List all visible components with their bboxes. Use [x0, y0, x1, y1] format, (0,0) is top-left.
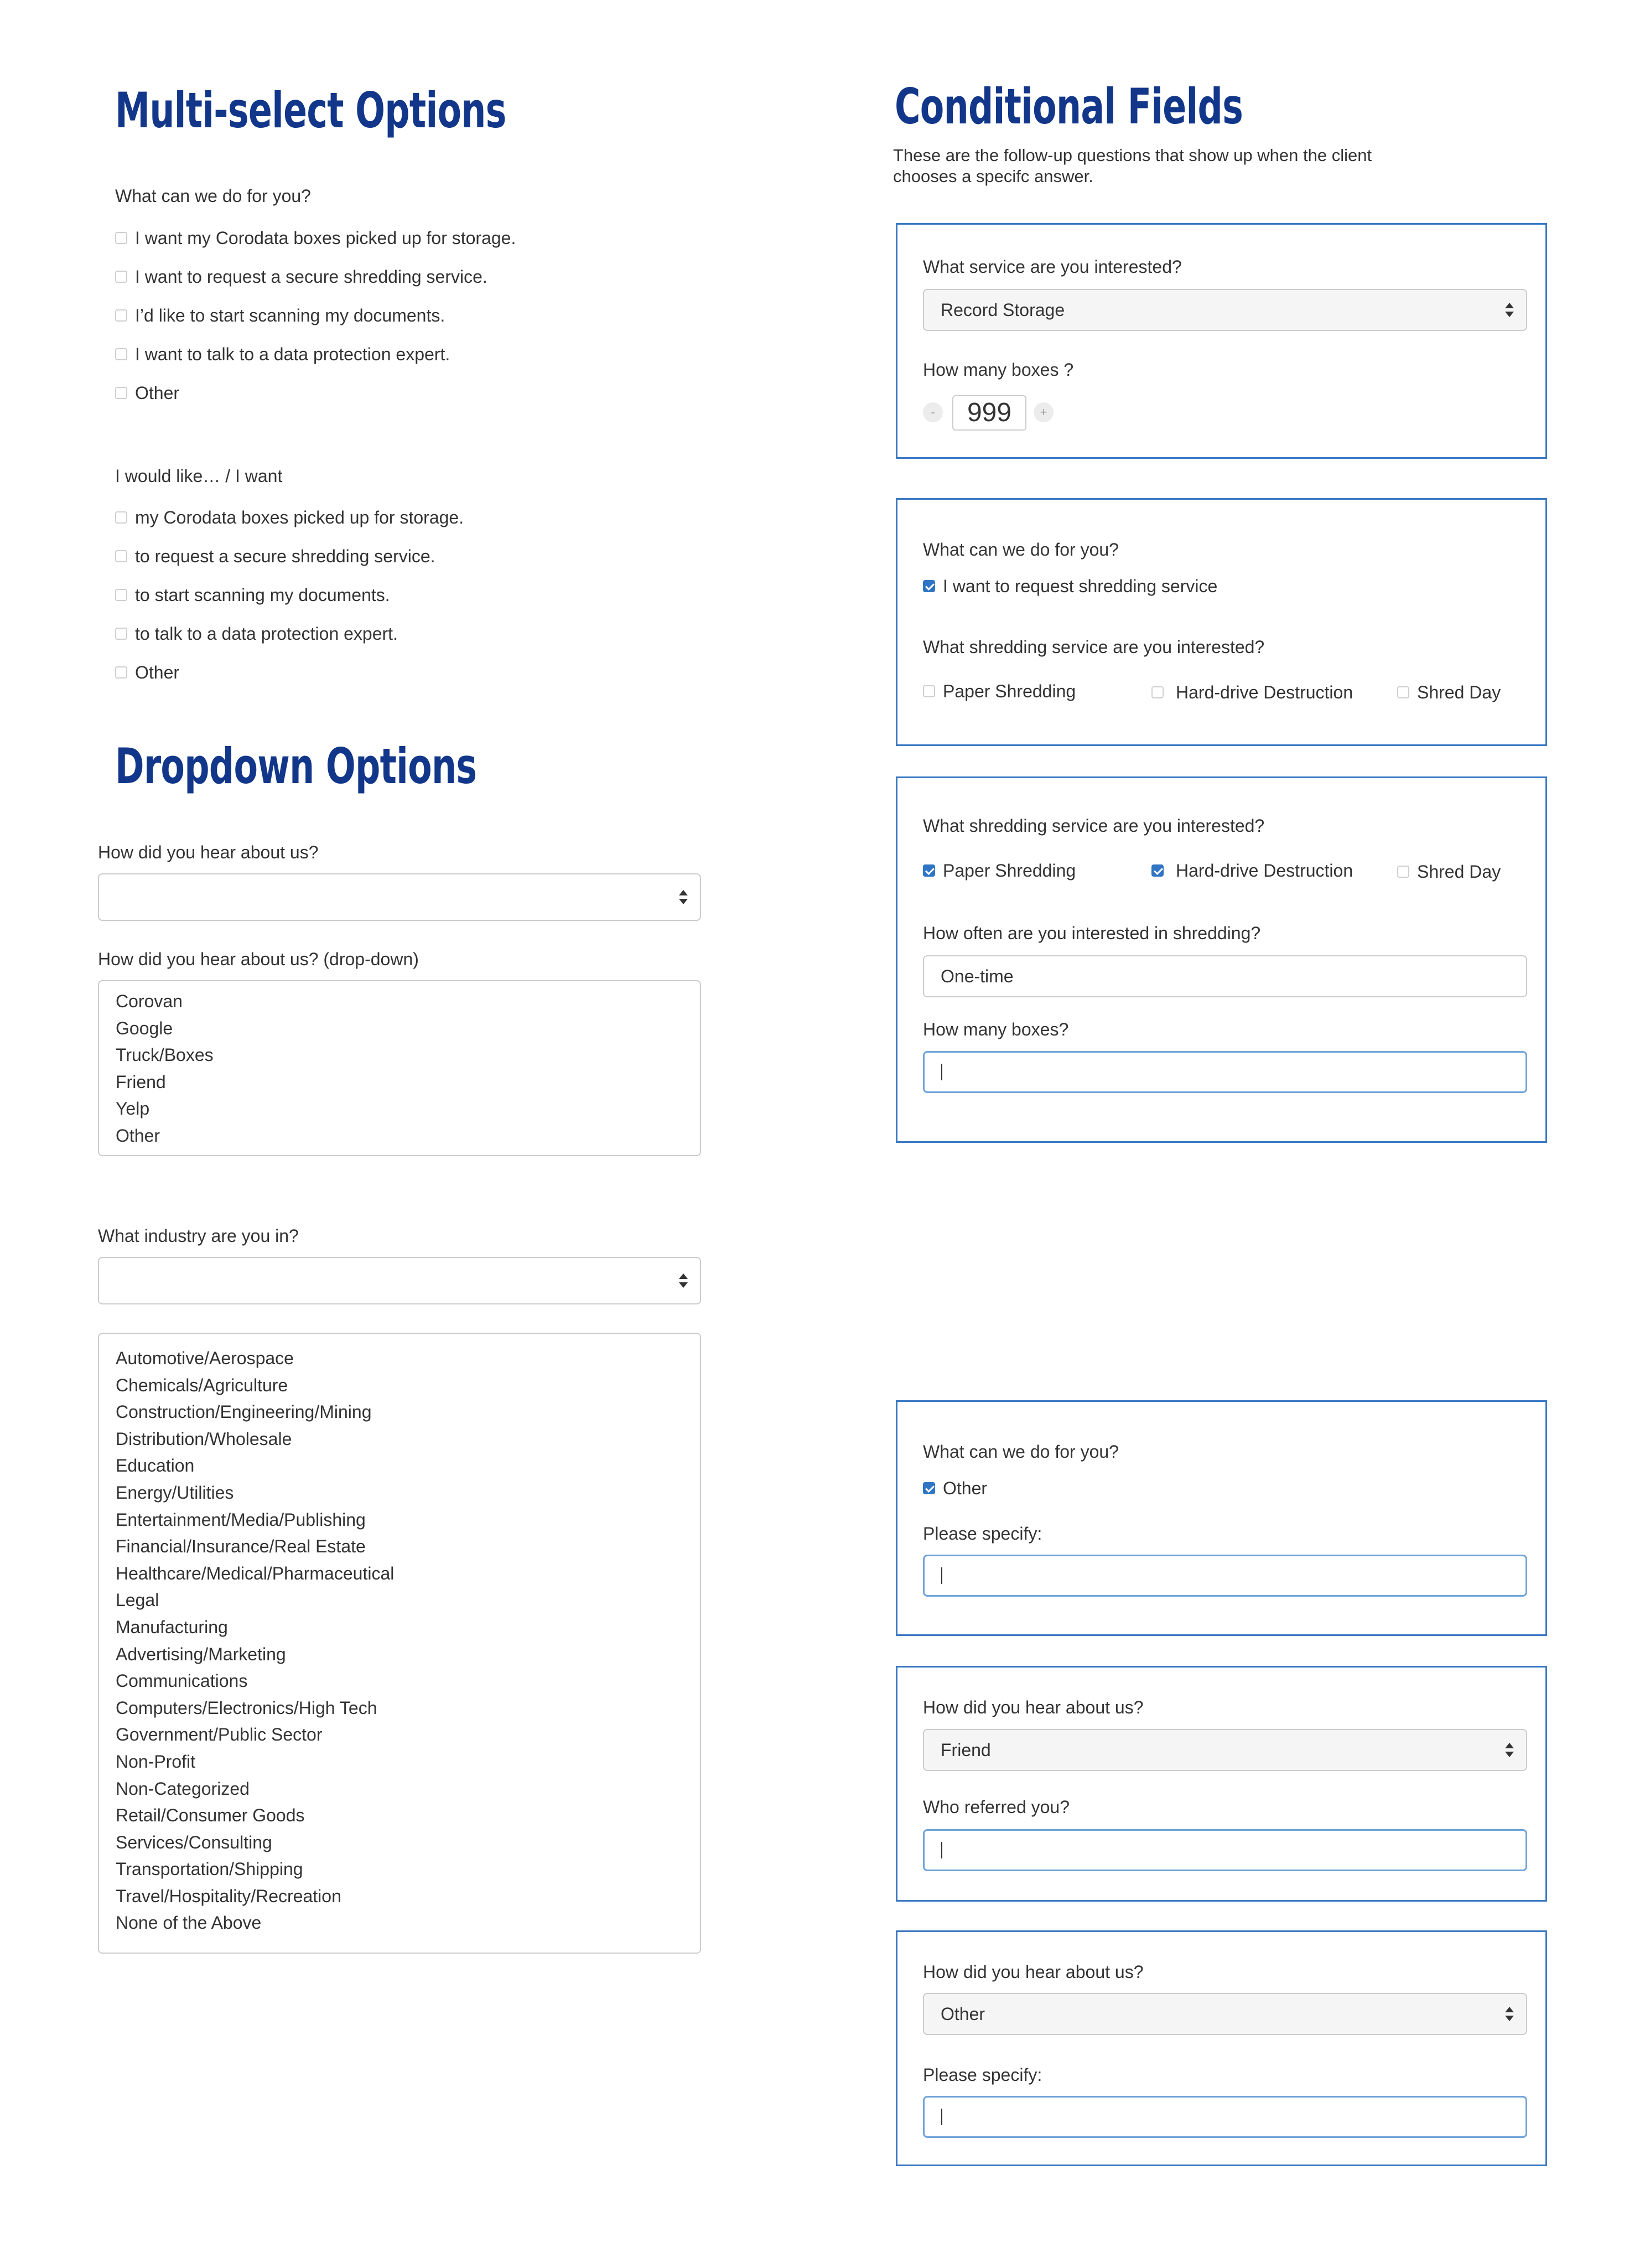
boxes-label: How many boxes?: [923, 1019, 1069, 1039]
hear-listbox[interactable]: [98, 980, 701, 1156]
boxes-stepper-input[interactable]: 999: [952, 395, 1026, 431]
listbox-option[interactable]: Education: [116, 1456, 195, 1476]
listbox-option[interactable]: Google: [116, 1018, 173, 1038]
hear-select-value: Friend: [941, 1739, 991, 1760]
checkbox[interactable]: [115, 232, 127, 244]
select-caret-icon: [1505, 2006, 1514, 2022]
listbox-option[interactable]: Legal: [116, 1590, 159, 1611]
option-label: Shred Day: [1417, 861, 1501, 882]
text-cursor: [941, 1567, 942, 1584]
specify-input[interactable]: [923, 2096, 1527, 2138]
dropdown-heading: Dropdown Options: [115, 738, 477, 795]
increment-button[interactable]: +: [1034, 402, 1054, 422]
checkbox[interactable]: [115, 666, 127, 679]
checkbox-checked[interactable]: [923, 864, 935, 877]
listbox-option[interactable]: Non-Profit: [116, 1751, 196, 1772]
listbox-option[interactable]: Corovan: [116, 991, 183, 1011]
panel-hear-other: [896, 1930, 1547, 2166]
service-select-value: Record Storage: [941, 299, 1065, 320]
shred-day-option[interactable]: [1397, 681, 1501, 703]
listbox-option[interactable]: Automotive/Aerospace: [116, 1348, 294, 1368]
referred-label: Who referred you?: [923, 1797, 1070, 1817]
service-select[interactable]: [923, 289, 1527, 331]
panel-shredding-details: [896, 776, 1547, 1143]
select-caret-icon: [679, 889, 688, 905]
boxes-label: How many boxes ?: [923, 360, 1074, 380]
listbox-option[interactable]: Friend: [116, 1071, 166, 1092]
q1-option-expert[interactable]: [115, 343, 450, 365]
listbox-option[interactable]: Government/Public Sector: [116, 1725, 323, 1745]
checkbox[interactable]: [115, 348, 127, 360]
checkbox[interactable]: [115, 309, 127, 322]
checkbox-checked[interactable]: [1151, 864, 1164, 877]
listbox-option[interactable]: None of the Above: [116, 1913, 262, 1933]
checkbox-checked[interactable]: [923, 580, 935, 592]
conditional-heading: Conditional Fields: [895, 78, 1243, 135]
often-label: How often are you interested in shredding?: [923, 923, 1261, 943]
listbox-option[interactable]: Manufacturing: [116, 1617, 228, 1637]
checkbox[interactable]: [1397, 866, 1409, 878]
option-label: Shred Day: [1417, 682, 1501, 702]
frequency-value: One-time: [941, 966, 1014, 986]
decrement-button[interactable]: -: [923, 402, 943, 422]
checkbox[interactable]: [115, 271, 127, 283]
q2-option-shredding[interactable]: [115, 545, 435, 567]
option-label: Hard-drive Destruction: [1176, 682, 1353, 702]
shred-label: What shredding service are you interested?: [923, 637, 1265, 657]
industry-listbox[interactable]: [98, 1333, 701, 1954]
hear-list-label: How did you hear about us? (drop-down): [98, 949, 419, 969]
checkbox[interactable]: [1151, 686, 1164, 698]
option-label: my Corodata boxes picked up for storage.: [135, 507, 464, 527]
referred-input[interactable]: [923, 1829, 1527, 1871]
industry-label: What industry are you in?: [98, 1226, 299, 1246]
hear-select[interactable]: [98, 873, 701, 921]
listbox-option[interactable]: Retail/Consumer Goods: [116, 1805, 305, 1826]
other-option[interactable]: [923, 1477, 987, 1499]
hear-select-value: Other: [941, 2003, 985, 2024]
checkbox[interactable]: [115, 387, 127, 399]
listbox-option[interactable]: Computers/Electronics/High Tech: [116, 1697, 377, 1718]
option-label: I’d like to start scanning my documents.: [135, 305, 445, 325]
specify-input[interactable]: [923, 1555, 1527, 1597]
q2-option-storage[interactable]: [115, 506, 464, 529]
panel-referral: [896, 1666, 1547, 1902]
boxes-input[interactable]: [923, 1051, 1527, 1093]
option-label: I want my Corodata boxes picked up for storage.: [135, 227, 516, 248]
q2-label: I would like… / I want: [115, 466, 283, 486]
listbox-option[interactable]: Chemicals/Agriculture: [116, 1375, 288, 1395]
shred-label: What shredding service are you interested?: [923, 816, 1265, 836]
hear-label: How did you hear about us?: [98, 842, 319, 862]
industry-select[interactable]: [98, 1257, 701, 1304]
frequency-field[interactable]: [923, 955, 1527, 997]
text-cursor: [941, 1842, 942, 1858]
q-label: What can we do for you?: [923, 1442, 1119, 1462]
listbox-option[interactable]: Distribution/Wholesale: [116, 1428, 292, 1449]
option-label: to talk to a data protection expert.: [135, 623, 398, 644]
listbox-option[interactable]: Yelp: [116, 1099, 150, 1119]
checkbox[interactable]: [115, 589, 127, 601]
option-label: Hard-drive Destruction: [1176, 860, 1353, 881]
checkbox-checked[interactable]: [923, 1482, 935, 1494]
q-label: What can we do for you?: [923, 540, 1119, 560]
specify-label: Please specify:: [923, 2065, 1042, 2085]
option-label: I want to talk to a data protection expert.: [135, 344, 450, 364]
listbox-option[interactable]: Energy/Utilities: [116, 1482, 234, 1503]
paper-shredding-option[interactable]: [923, 859, 1076, 882]
listbox-option[interactable]: Travel/Hospitality/Recreation: [116, 1886, 341, 1906]
listbox-option[interactable]: Other: [116, 1125, 160, 1146]
q1-option-storage[interactable]: [115, 227, 516, 249]
listbox-option[interactable]: Construction/Engineering/Mining: [116, 1402, 372, 1422]
q2-option-expert[interactable]: [115, 623, 398, 645]
q2-option-scanning[interactable]: [115, 584, 390, 606]
option-label: Other: [135, 662, 180, 682]
shredding-request-option[interactable]: [923, 575, 1217, 597]
listbox-option[interactable]: Healthcare/Medical/Pharmaceutical: [116, 1563, 395, 1583]
option-label: to start scanning my documents.: [135, 584, 390, 605]
option-label: Other: [135, 382, 180, 403]
option-label: I want to request shredding service: [943, 576, 1218, 596]
hear-label: How did you hear about us?: [923, 1962, 1144, 1982]
panel-record-storage: [896, 223, 1547, 459]
panel-shredding-request: [896, 498, 1547, 746]
q2-option-other[interactable]: [115, 661, 179, 683]
q1-label: What can we do for you?: [115, 186, 311, 206]
hear-select[interactable]: [923, 1729, 1527, 1771]
hear-label: How did you hear about us?: [923, 1697, 1144, 1717]
paper-shredding-option[interactable]: [923, 680, 1076, 702]
listbox-option[interactable]: Communications: [116, 1671, 248, 1691]
checkbox[interactable]: [923, 685, 935, 697]
checkbox[interactable]: [115, 550, 127, 562]
multi-select-heading: Multi-select Options: [115, 82, 506, 139]
hear-select[interactable]: [923, 1993, 1527, 2035]
listbox-option[interactable]: Entertainment/Media/Publishing: [116, 1509, 366, 1530]
q1-option-scanning[interactable]: [115, 304, 445, 327]
listbox-option[interactable]: Transportation/Shipping: [116, 1859, 303, 1879]
select-caret-icon: [1505, 302, 1514, 318]
option-label: Paper Shredding: [943, 860, 1076, 881]
service-label: What service are you interested?: [923, 257, 1182, 277]
option-label: to request a secure shredding service.: [135, 546, 435, 566]
option-label: I want to request a secure shredding service.: [135, 266, 487, 287]
shred-day-option[interactable]: [1397, 861, 1501, 883]
checkbox[interactable]: [1397, 686, 1409, 698]
listbox-option[interactable]: Services/Consulting: [116, 1832, 272, 1852]
listbox-option[interactable]: Advertising/Marketing: [116, 1644, 286, 1664]
option-label: Other: [943, 1478, 988, 1498]
select-caret-icon: [679, 1272, 688, 1289]
checkbox[interactable]: [115, 511, 127, 524]
text-cursor: [941, 2109, 942, 2125]
conditional-intro: These are the follow-up questions that show up when the client chooses a specifc answer.: [893, 146, 1372, 186]
hard-drive-option[interactable]: [1151, 859, 1353, 882]
checkbox[interactable]: [115, 628, 127, 640]
option-label: Paper Shredding: [943, 681, 1076, 701]
q1-option-other[interactable]: [115, 382, 179, 404]
select-caret-icon: [1505, 1742, 1514, 1758]
text-cursor: [941, 1064, 942, 1080]
q1-option-shredding[interactable]: [115, 266, 487, 288]
listbox-option[interactable]: Non-Categorized: [116, 1778, 250, 1799]
specify-label: Please specify:: [923, 1524, 1042, 1544]
panel-other: [896, 1400, 1547, 1636]
listbox-option[interactable]: Truck/Boxes: [116, 1045, 214, 1065]
hard-drive-option[interactable]: [1151, 681, 1353, 703]
listbox-option[interactable]: Financial/Insurance/Real Estate: [116, 1536, 366, 1557]
